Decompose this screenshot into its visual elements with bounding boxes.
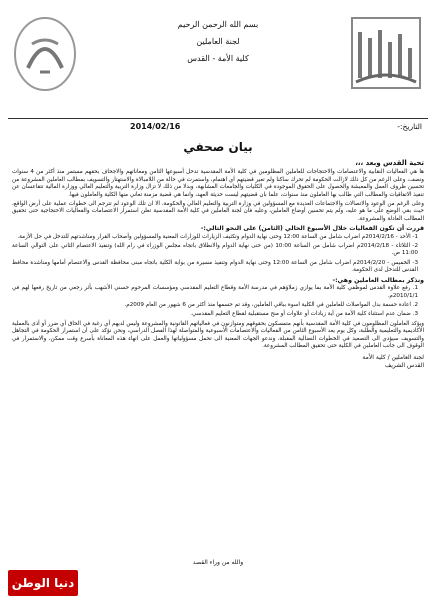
event-item: 3- الخميس - 2014/2/20م اضراب شامل من الساعة 12:00 وحتى نهاية الدوام وتنفيذ مسيرة من بوابة الكلية باتجاه مبنى محافظة القدس والاعتصام أمامها ومناشدة محافظ القدس للتدخل لدى الحكومة. xyxy=(12,259,419,274)
document-title: بيان صحفي xyxy=(183,140,253,154)
signature-block xyxy=(12,354,424,370)
date-value: 2014/02/16 xyxy=(130,122,181,131)
demand-item: 1. رفع علاوة القدس لموظفي كلية الأمة بما يوازي زملاؤهم في مدرسة الأمة وقطاع التعليم المقدسي ومؤسسات المرحوم حسني الأشهب بأثر رجعي من تاريخ رفعها لهم في 2010/1/1م. xyxy=(12,285,418,299)
committee-name: لجنة العاملين xyxy=(196,37,240,46)
header-divider xyxy=(8,118,428,119)
greeting: تحية القدس وبعد ،،، xyxy=(355,159,424,167)
date-label: التاريخ:- xyxy=(397,122,422,131)
signature-line: لجنة العاملين / كلية الأمة xyxy=(362,354,424,362)
paragraph: وعلى الرغم من الوعود والاتصالات والاجتماعات العديدة مع المسؤولين في وزارة التربية والتعليم العالي والحكومة، الا ان تلك الوعود لم تترجم الى خطوات عملية على أرض الواقع، حيث بقي الوضع على ما هو عليه، ولم يتم تحسين أوضاع العاملين، وعليه فان لجنة العاملين في كلية الأمة المقدسية تعلن استمرار الاعتصامات والفعاليات الاحتجاجية حتى تحقيق المطالب العادلة والمشروعة. xyxy=(12,201,424,222)
letterhead xyxy=(8,6,428,116)
college-logo xyxy=(10,10,80,98)
demand-item: 3. ضمان عدم استثناء كلية الأمة من أية زيادات أو علاوات أو منح مستقبلية لقطاع التعليم المقدسي. xyxy=(190,311,418,318)
event-item: 1- الأحد - 2014/2/16م اضراب شامل من الساعة 12:00 وحتى نهاية الدوام وتكثيف الزيارات للوزارات المعنية والمسؤولين وأصحاب القرار ومناشدتهم للتدخل في حل الأزمة. xyxy=(17,233,418,240)
closing-paragraph: ويؤكد العاملون المظلومون في كلية الأمة المقدسية بأنهم متمسكون بحقوقهم ومتوازنون في فعالياتهم القانونية والمشروعة وليس لديهم أي رغبة في الحاق أي ضرر أو أذى بالعملية الأكاديمية والتعليمية والطلبة، وكل يوم يعد الأسبوع الثامن من الفعاليات والاعتصامات الأسبوعية والمتواصلة لهذا الفصل الدراسي، ونحن نؤكد على أن استمرار الحكومة في التجاهل والتسويف سيؤدي الى التصعيد في الخطوات النضالية المقبلة، وندعو الجهات المعنية الى تحمل مسؤولياتها والعمل على انهاء هذه المعاناة بأسرع وقت ممكن، والاستمرار في الوقوف الى جانب العاملين في الكلية حتى تحقيق المطالب المشروعة. xyxy=(12,320,424,349)
demands-heading: ونذكر بمطالب العاملين وهي:- xyxy=(332,276,424,284)
staff-committee-logo xyxy=(346,8,426,102)
letterhead-title xyxy=(98,16,338,67)
basmala: بسم الله الرحمن الرحيم xyxy=(177,20,259,29)
closing-phrase: والله من وراء القصد xyxy=(192,559,244,566)
document-body xyxy=(12,160,424,590)
events-heading: قررت أن تكون الفعاليات خلال الأسبوع الحالي (الثامن) على النحو التالي:- xyxy=(200,225,424,233)
date-row xyxy=(20,122,422,136)
paragraph: ها هي الفعاليات النقابية والاعتصامات والاحتجاجات للعاملين المظلومين في كلية الأمة المقدسية تدخل أسبوعها الثامن ومعاناتهم والاجحاف بحقهم مستمر منذ أكثر من 4 سنوات ونصف، وعلى الرغم من كل ذلك لازالت الحكومة لم تحرك ساكنا ولم تعير قضيتهم أي اهتمام، واستمرت في حالة من اللامبالاة والاستهتار والتسويف بمطالب العاملين المشروعة من تحسين ظروف العمل والمعيشة والحصول على الحقوق الموجودة في الكليات والجامعات المشابهة، وبدلا من ذلك لا تزال وزارة التربية والتعليم العالي ووزارة المالية تتقاعسان عن تنفيذ الاتفاقيات والمطالب التي طالب بها العاملون منذ سنوات، علما بان قضيتهم ليست حديثة العهد، وانما هي قضية مزمنة تعاني منها الكلية والعاملون فيها. xyxy=(12,169,424,198)
signature-line: القدس الشريف xyxy=(385,362,424,370)
demand-item: 2. اعادة حسمة بدل المواصلات للعاملين في الكلية اسوة بباقي العاملين، وقد تم حسمها منذ أكثر من 6 شهور من العام 2009م. xyxy=(124,301,418,308)
event-item: 2- الثلاثاء - 2014/2/18م اضراب شامل من الساعة 10:00 (من حتى نهاية الدوام والانطلاق باتجاه مجلس الوزراء في رام الله) وتنفيذ الاعتصام الثاني على التوالي الساعة 11:00 ص. xyxy=(12,243,419,257)
college-name: كلية الأمة - القدس xyxy=(187,54,249,63)
site-watermark: دنيا الوطن xyxy=(8,570,78,596)
